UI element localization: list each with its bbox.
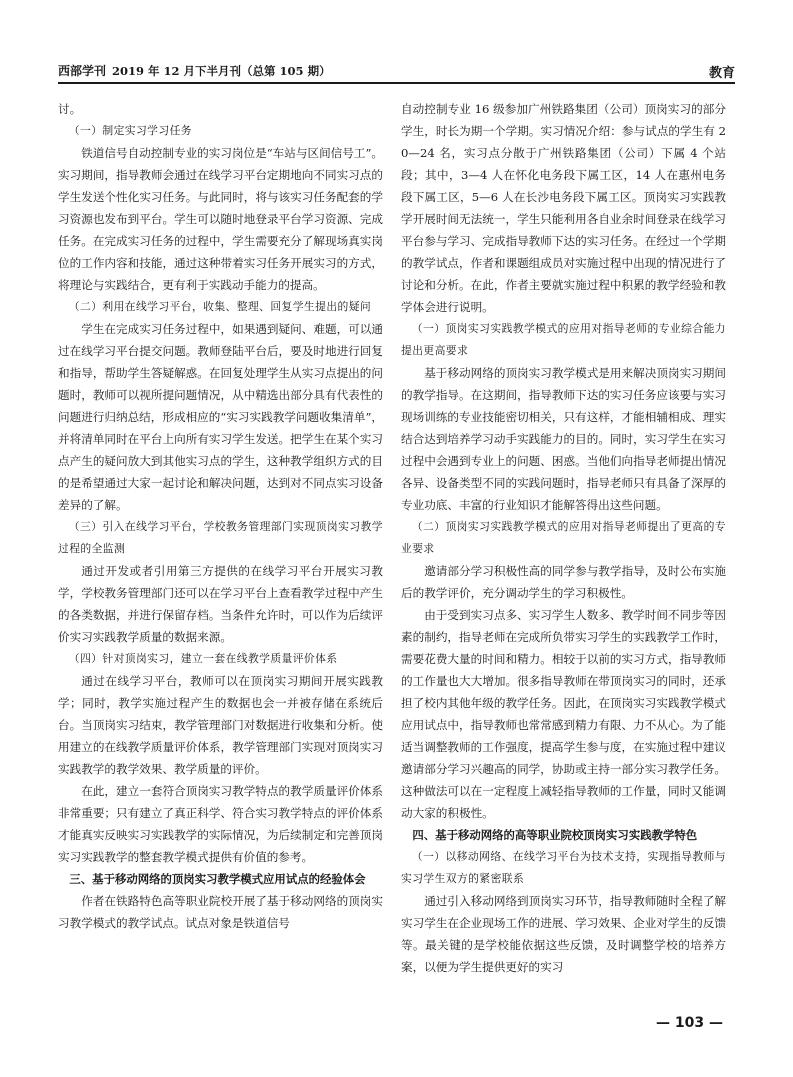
- subsection-heading: （一）顶岗实习实践教学模式的应用对指导老师的专业综合能力提出更高要求: [401, 322, 726, 357]
- subsection-heading: （三）引入在线学习平台，学校教务管理部门实现顶岗实习教学过程的全监测: [58, 520, 383, 555]
- paragraph: 铁道信号自动控制专业的实习岗位是“车站与区间信号工”。实习期间，指导教师会通过在线学习平台定期地向不同实习点的学生发送个性化实习任务。与此同时，将与该实习任务配套的学习资源也发布到平台。学生可以随时地登录平台学习资源、完成任务。在完成实习任务的过程中，学生需要充分了解现场真实岗位的工作内容和技能，通过这种带着实习任务开展实习的方式，将理论与实践结合，更有利于实践动手能力的提高。: [58, 146, 383, 292]
- paragraph: 邀请部分学习积极性高的同学参与教学指导，及时公布实施后的教学评价，充分调动学生的学习积极性。: [401, 564, 726, 600]
- section-heading: 三、基于移动网络的顶岗实习教学模式应用试点的经验体会: [69, 872, 366, 886]
- journal-title: 西部学刊: [58, 64, 107, 78]
- subsection-heading: （一）制定实习学习任务: [68, 124, 192, 137]
- paragraph: 由于受到实习点多、实习学生人数多、教学时间不同步等因素的制约，指导老师在完成所负带实习学生的实践教学工作时，需要花费大量的时间和精力。相较于以前的实习方式，指导教师的工作量也大大增加。很多指导教师在带顶岗实习的同时，还承担了校内其他年级的教学任务。因此，在顶岗实习实践教学模式应用试点中，指导教师也常常感到精力有限、力不从心。为了能适当调整教师的工作强度，提高学生参与度，在实施过程中建议邀请部分学习兴趣高的同学，协助或主持一部分实习教学任务。这种做法可以在一定程度上减轻指导教师的工作量，同时又能调动大家的积极性。: [401, 608, 726, 820]
- paragraph: 通过引入移动网络到顶岗实习环节，指导教师随时全程了解实习学生在企业现场工作的进展、学习效果、企业对学生的反馈等。最关键的是学校能依据这些反馈，及时调整学校的培养方案，以便为学生提供更好的实习: [401, 894, 726, 974]
- right-column: [401, 98, 726, 978]
- section-label: 教育: [708, 66, 735, 81]
- paragraph-continued: 自动控制专业 16 级参加广州铁路集团（公司）顶岗实习的部分学生，时长为期一个学期。实习情况介绍：参与试点的学生有 20—24 名，实习点分散于广州铁路集团（公司）下属 4 个站段；其中，3—4 人在怀化电务段下属工区，14 人在惠州电务段下属工区，5—6 人在长沙电务段下属工区。顶岗实习实践教学开展时间无法统一，学生只能利用各自业余时间登录在线学习平台参与学习、完成指导教师下达的实习任务。在经过一个学期的教学试点，作者和课题组成员对实施过程中出现的情况进行了讨论和分析。在此，作者主要就实施过程中积累的教学经验和教学体会进行说明。: [401, 102, 726, 314]
- subsection-heading: （四）针对顶岗实习，建立一套在线教学质量评价体系: [68, 652, 338, 665]
- paragraph-continued: 讨。: [58, 102, 82, 116]
- paragraph: 学生在完成实习任务过程中，如果遇到疑问、难题，可以通过在线学习平台提交问题。教师登陆平台后，要及时地进行回复和指导，帮助学生答疑解惑。在回复处理学生从实习点提出的问题时，教师可以视所提问题情况，从中精选出部分具有代表性的问题进行归纳总结，形成相应的“实习实践教学问题收集清单”，并将清单同时在平台上向所有实习学生发送。把学生在某个实习点产生的疑问放大到其他实习点的学生，这种教学组织方式的目的是希望通过大家一起讨论和解决问题，达到对不同点实习设备差异的了解。: [58, 322, 383, 512]
- paragraph: 在此，建立一套符合顶岗实习教学特点的教学质量评价体系非常重要；只有建立了真正科学、符合实习教学特点的评价体系才能真实反映实习实践教学的实际情况，为后续制定和完善顶岗实习实践教学的整套教学模式提供有价值的参考。: [58, 784, 383, 864]
- subsection-heading: （一）以移动网络、在线学习平台为技术支持，实现指导教师与实习学生双方的紧密联系: [401, 850, 726, 885]
- left-column: [58, 98, 383, 934]
- journal-issue: 2019 年 12 月下半月刊（总第 105 期）: [112, 64, 331, 78]
- journal-info: [58, 62, 331, 79]
- subsection-heading: （二）利用在线学习平台，收集、整理、回复学生提出的疑问: [68, 300, 372, 313]
- paragraph: 通过开发或者引用第三方提供的在线学习平台开展实习教学，学校教务管理部门还可以在学习平台上查看教学过程中产生的各类数据，并进行保留存档。当条件允许时，可以作为后续评价实习实践教学质量的数据来源。: [58, 564, 383, 644]
- page-header: [58, 60, 735, 84]
- paragraph: 通过在线学习平台，教师可以在顶岗实习期间开展实践教学；同时，教学实施过程产生的数据也会一并被存储在系统后台。当顶岗实习结束，教学管理部门对数据进行收集和分析。使用建立的在线教学质量评价体系，教学管理部门实现对顶岗实习实践教学的教学效果、教学质量的评价。: [58, 674, 383, 776]
- paragraph: 作者在铁路特色高等职业院校开展了基于移动网络的顶岗实习教学模式的教学试点。试点对象是铁道信号: [58, 894, 383, 930]
- paragraph: 基于移动网络的顶岗实习教学模式是用来解决顶岗实习期间的教学指导。在这期间，指导教师下达的实习任务应该要与实习现场训练的专业技能密切相关，只有这样，才能相辅相成、理实结合达到培养学习动手实践能力的目的。同时，实习学生在实习过程中会遇到专业上的问题、困惑。当他们向指导老师提出情况各异、设备类型不同的实践问题时，指导老师只有具备了深厚的专业功底、丰富的行业知识才能解答得出这些问题。: [401, 366, 726, 512]
- section-heading: 四、基于移动网络的高等职业院校顶岗实习实践教学特色: [412, 828, 698, 842]
- subsection-heading: （二）顶岗实习实践教学模式的应用对指导老师提出了更高的专业要求: [401, 520, 726, 555]
- page-number: — 103 —: [656, 1015, 723, 1031]
